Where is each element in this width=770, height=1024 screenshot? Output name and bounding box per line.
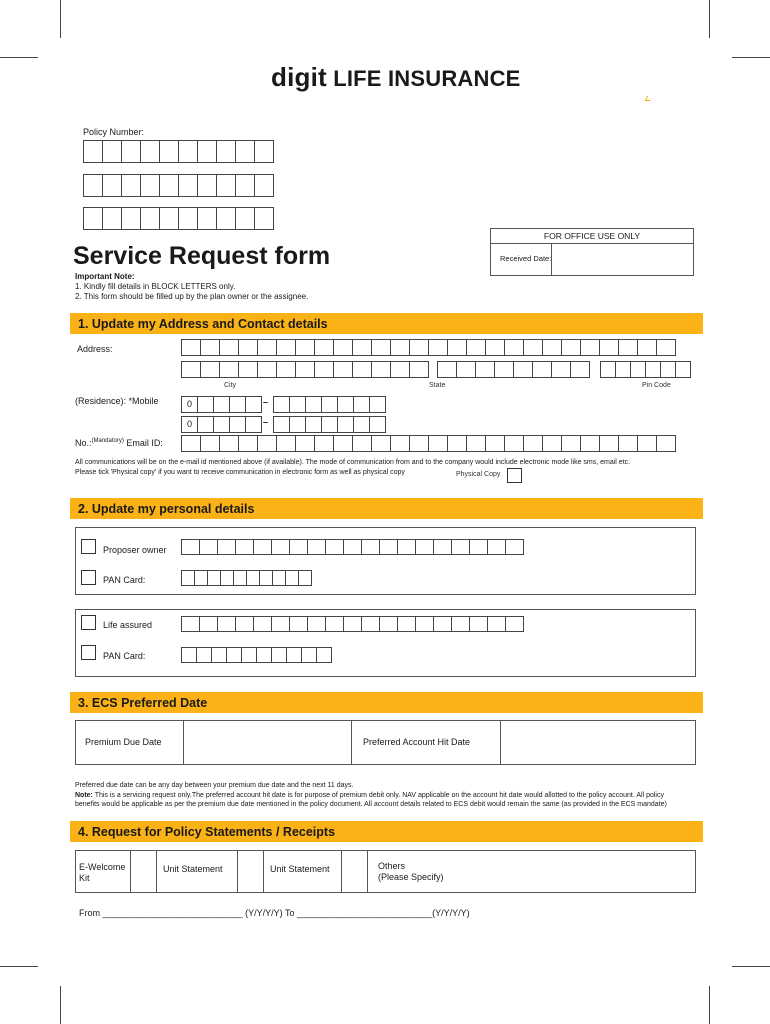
physical-copy-checkbox[interactable] [507, 468, 522, 483]
policy-number-row-2[interactable] [83, 174, 273, 197]
mandatory-label: (Mandatory) [91, 438, 124, 444]
section-3-heading: 3. ECS Preferred Date [78, 696, 208, 710]
dash-1: – [263, 397, 269, 407]
ecs-info-line-1: Preferred due date can be any day between your premium due date and the next 11 days. [75, 782, 354, 789]
ecs-info-line-3: benefits would be applicable as per the premium due date mentioned in the policy document. All account details related to ECS debit would remain the same (as provided in the ECS mandate) [75, 801, 667, 808]
mobile-std-field-1[interactable] [181, 396, 261, 413]
section-1-heading: 1. Update my Address and Contact details [78, 317, 328, 331]
email-label: Email ID: [126, 438, 163, 448]
date-range-line[interactable]: From ____________________________ (Y/Y/Y/Y) To ___________________________(Y/Y/Y/Y) [79, 908, 470, 918]
crop-mark [732, 57, 770, 58]
pan-checkbox-2[interactable] [81, 645, 96, 660]
communication-note [75, 458, 630, 477]
pan-field-1[interactable] [181, 570, 311, 586]
account-hit-label: Preferred Account Hit Date [363, 737, 471, 747]
physical-copy-label: Physical Copy [456, 471, 501, 478]
others-line-2: (Please Specify) [378, 872, 444, 882]
premium-due-label: Premium Due Date [85, 737, 162, 747]
life-assured-name-field[interactable] [181, 616, 523, 632]
policy-number-row-3[interactable] [83, 207, 273, 230]
form-title: Service Request form [73, 242, 331, 270]
email-field[interactable] [181, 435, 675, 452]
section-4-header [70, 821, 703, 842]
note-line-1: 1. Kindly fill details in BLOCK LETTERS only. [75, 282, 236, 291]
phone-prefix-2: 0 [181, 416, 198, 433]
mobile-std-field-2[interactable] [181, 416, 261, 433]
others-label [378, 861, 444, 883]
mobile-number-field-2[interactable] [273, 416, 385, 433]
phone-prefix-1: 0 [181, 396, 198, 413]
crop-mark [0, 57, 38, 58]
section-1-header [70, 313, 703, 334]
ecs-note-label: Note: [75, 791, 93, 799]
others-line-1: Others [378, 861, 406, 871]
policy-number-label: Policy Number: [83, 127, 145, 137]
address-label: Address: [77, 344, 113, 354]
proposer-name-field[interactable] [181, 539, 523, 555]
unit-statement-label-2: Unit Statement [270, 864, 330, 874]
proposer-box [75, 527, 696, 595]
proposer-label: Proposer owner [103, 545, 167, 555]
life-assured-label: Life assured [103, 620, 153, 630]
important-note [75, 272, 308, 302]
ewelcome-kit-label [79, 862, 125, 884]
company-logo [271, 62, 521, 93]
crop-mark [732, 966, 770, 967]
life-assured-checkbox[interactable] [81, 615, 96, 630]
mobile-number-field-1[interactable] [273, 396, 385, 413]
spark-icon [645, 96, 652, 101]
state-label: State [429, 382, 446, 389]
crop-mark [0, 966, 38, 967]
crop-mark [709, 986, 710, 1024]
mobile-label: (Residence): *Mobile [75, 396, 159, 406]
email-label-group [75, 438, 163, 448]
city-label: City [224, 382, 237, 389]
crop-mark [60, 0, 61, 38]
premium-due-input[interactable] [183, 721, 349, 764]
pan-label-1: PAN Card: [103, 575, 146, 585]
dash-2: – [263, 417, 269, 427]
logo-text: LIFE INSURANCE [333, 66, 521, 91]
unit-statement-checkbox-2[interactable] [341, 851, 366, 892]
pin-code-label: Pin Code [642, 382, 671, 389]
pan-field-2[interactable] [181, 647, 331, 663]
pin-code-field[interactable] [600, 361, 690, 378]
no-label: No.: [75, 438, 92, 448]
pan-label-2: PAN Card: [103, 651, 146, 661]
crop-mark [60, 986, 61, 1024]
ewelcome-line-2: Kit [79, 873, 90, 883]
ecs-info-line-2: This is a servicing request only.The preferred account hit date is for purpose of premium debit only. NAV applicable on the account hit date would allotted to the policy account. All policy [92, 791, 664, 799]
section-2-heading: 2. Update my personal details [78, 502, 255, 516]
city-field[interactable] [181, 361, 428, 378]
note-line-2: 2. This form should be filled up by the plan owner or the assignee. [75, 292, 309, 301]
ewelcome-kit-checkbox[interactable] [130, 851, 155, 892]
policy-number-row-1[interactable] [83, 140, 273, 163]
proposer-checkbox[interactable] [81, 539, 96, 554]
section-3-header [70, 692, 703, 713]
section-4-heading: 4. Request for Policy Statements / Receipts [78, 825, 336, 839]
communication-line-2: Please tick 'Physical copy' if you want to receive communication in electronic form as well as physical copy [75, 468, 405, 476]
pan-checkbox-1[interactable] [81, 570, 96, 585]
ecs-info [75, 781, 667, 810]
office-use-title: FOR OFFICE USE ONLY [491, 229, 693, 244]
state-field[interactable] [437, 361, 589, 378]
crop-mark [709, 0, 710, 38]
address-line-1[interactable] [181, 339, 675, 356]
note-heading: Important Note: [75, 272, 135, 281]
received-date-label: Received Date: [500, 254, 552, 263]
office-use-box [490, 228, 694, 276]
communication-line-1: All communications will be on the e-mail id mentioned above (if available). The mode of communication from and to the company would include electronic mode like sms, email etc. [75, 459, 631, 466]
account-hit-input[interactable] [500, 721, 695, 764]
unit-statement-checkbox-1[interactable] [237, 851, 262, 892]
section-2-header [70, 498, 703, 519]
ewelcome-line-1: E-Welcome [79, 862, 126, 872]
unit-statement-label-1: Unit Statement [163, 864, 223, 874]
logo-mark: digit [271, 62, 327, 92]
